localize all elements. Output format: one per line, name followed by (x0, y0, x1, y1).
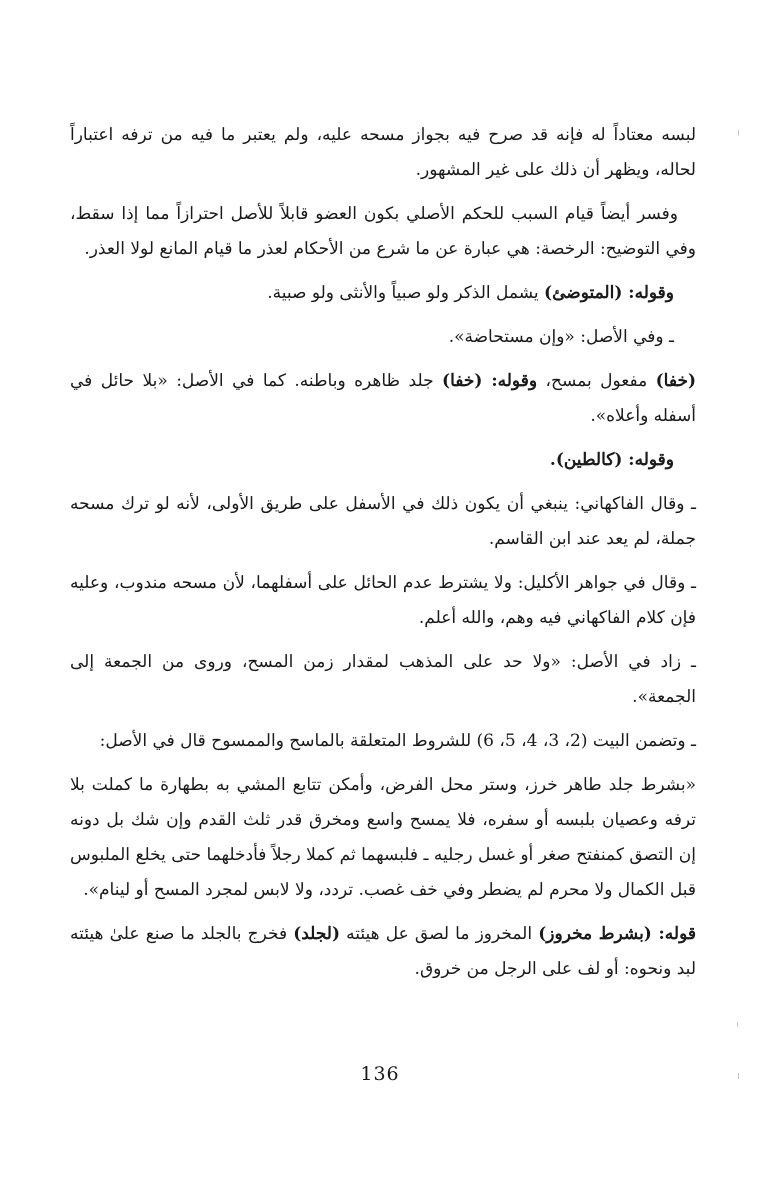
edge-mark (738, 130, 739, 136)
paragraph-10 (70, 724, 696, 759)
paragraph-8 (70, 566, 696, 636)
paragraph-7 (70, 487, 696, 557)
paragraph-text: المخروز ما لصق عل هيئته (340, 924, 539, 944)
paragraph-text: ـ زاد في الأصل: «ولا حد على المذهب لمقدار زمن المسح، وروى من الجمعة إلى الجمعة». (70, 652, 696, 707)
page-body (70, 118, 696, 987)
paragraph-11-quote (70, 768, 696, 908)
paragraph-text: مفعول بمسح، (537, 371, 656, 391)
paragraph-12 (70, 917, 696, 987)
paragraph-text: يشمل الذكر ولو صبياً والأنثى ولو صبية. (267, 283, 545, 303)
paragraph-2 (70, 197, 696, 267)
paragraph-text: ـ وقال في جواهر الأكليل: ولا يشترط عدم الحائل على أسفلهما، لأن مسحه مندوب، وعليه فإن كلام الفاكهاني فيه وهم، والله أعلم. (70, 573, 696, 628)
edge-mark (737, 1022, 738, 1027)
paragraph-6 (70, 443, 696, 478)
bold-label: قوله: (بشرط مخروز) (538, 924, 696, 944)
bold-label: (خفا) (655, 371, 696, 391)
paragraph-1 (70, 118, 696, 188)
paragraph-5 (70, 364, 696, 434)
paragraph-text: ـ وتضمن البيت (2، 3، 4، 5، 6) للشروط المتعلقة بالماسح والممسوح قال في الأصل: (99, 731, 696, 751)
paragraph-text: ـ وفي الأصل: «وإن مستحاضة». (448, 327, 674, 347)
bold-label: وقوله: (المتوضئ) (544, 283, 674, 303)
paragraph-text: جلد ظاهره وباطنه. كما في الأصل: «بلا حائل في أسفله وأعلاه». (70, 371, 696, 426)
edge-mark (738, 1073, 739, 1079)
paragraph-text: «بشرط جلد طاهر خرز، وستر محل الفرض، وأمكن تتابع المشي به بطهارة ما كملت بلا ترفه وعصيان بلبسه أو سفره، فلا يمسح واسع ومخرق قدر ثلث القدم وإن شك بل دونه إن التصق كمنفتح صغر أو غسل رجليه ـ فلبسهما ثم كملا رجلاً فأدخلهما حتى يخلع الملبوس قبل الكمال ولا محرم لم يضطر وفي خف غصب. تردد، ولا لابس لمجرد المسح أو لينام». (70, 775, 696, 900)
bold-label: وقوله: (كالطين). (549, 450, 674, 470)
page-number: 136 (360, 1063, 400, 1085)
paragraph-text: وفسر أيضاً قيام السبب للحكم الأصلي بكون العضو قابلاً للأصل احترازاً مما إذا سقط، وفي التوضيح: الرخصة: هي عبارة عن ما شرع من الأحكام لعذر ما قيام المانع لولا العذر. (70, 204, 696, 259)
paragraph-text: فخرج بالجلد ما صنع علىٰ هيئته لبد ونحوه: أو لف على الرجل من خروق. (70, 924, 696, 979)
paragraph-4 (70, 320, 696, 355)
bold-label: وقوله: (خفا) (442, 371, 538, 391)
paragraph-3 (70, 276, 696, 311)
paragraph-text: ـ وقال الفاكهاني: ينبغي أن يكون ذلك في الأسفل على طريق الأولى، لأنه لو ترك مسحه جملة، لم يعد عند ابن القاسم. (70, 494, 696, 549)
bold-label: (لجلد) (293, 924, 341, 944)
paragraph-text: لبسه معتاداً له فإنه قد صرح فيه بجواز مسحه عليه، ولم يعتبر ما فيه من ترفه اعتباراً لحاله، ويظهر أن ذلك على غير المشهور. (70, 125, 696, 180)
paragraph-9 (70, 645, 696, 715)
